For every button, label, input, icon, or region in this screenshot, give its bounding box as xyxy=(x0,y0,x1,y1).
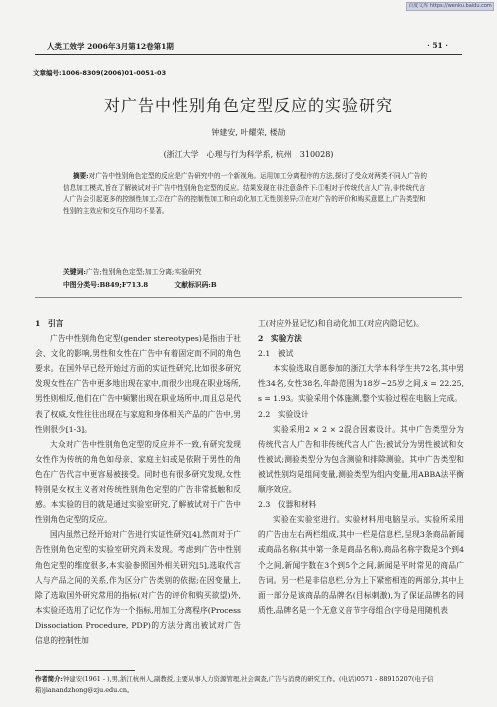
abstract-label: 摘要: xyxy=(73,172,89,180)
paper-title: 对广告中性别角色定型反应的实验研究 xyxy=(103,96,393,115)
watermark-badge: 百度文库 https://wenku.baidu.com xyxy=(406,2,494,11)
section-heading-intro: 1 引言 xyxy=(35,319,64,328)
clc-number: 中图分类号:B849;F713.8 xyxy=(63,281,149,289)
body-column-left xyxy=(35,316,241,648)
intro-paragraph-2: 大众对广告中性别角色定型的反应并不一致,有研究发现女性作为传统的角色如母亲、家庭主妇或是依附于男性的角色在广告代言中更容易被接受。同时也有很多研究发现,女性特别是女权主义者对传统性别角色定型的广告非常抵触和反感。本实验的目的就是通过实验室研究,了解被试对于广告中性别角色定型的反应。 xyxy=(35,439,241,525)
subsection-heading-subjects: 2.1 被试 xyxy=(258,349,294,359)
section-rule xyxy=(35,297,462,298)
section-heading-method: 2 实验方法 xyxy=(258,334,302,344)
article-number: 文章编号:1006-8309(2006)01-0051-03 xyxy=(33,69,167,77)
design-paragraph: 实验采用2 × 2 × 2混合因素设计。其中广告类型分为传统代言人广告和非传统代言人广告;被试分为男性被试和女性被试;测验类型分为包含测验和排除测验。其中广告类型和被试性别均是组间变量,测验类型为组内变量,用ABBA法平衡顺序效应。 xyxy=(258,424,464,495)
footnote-label: 作者简介: xyxy=(35,675,63,683)
keywords-text: 广告;性别角色定型;加工分离;实验研究 xyxy=(85,268,202,276)
subsection-heading-design: 2.2 实验设计 xyxy=(258,409,309,419)
author-footnote xyxy=(35,674,465,695)
keywords xyxy=(63,266,202,276)
running-head xyxy=(47,41,448,52)
body-column-right xyxy=(258,316,464,618)
subsection-heading-apparatus: 2.3 仪器和材料 xyxy=(258,500,317,510)
abstract xyxy=(63,171,429,217)
header-rule xyxy=(35,54,462,55)
apparatus-paragraph: 实验在实验室进行。实验材料用电脑呈示。实验所采用的广告由左右两栏组成,其中一栏是信息栏,呈现3条商品新闻或商品名称(其中第一条是商品名称),商品名称字数是3个到4个之间,新闻字数在3个到5个之间,新闻是平时常见的商品广告词。另一栏是非信息栏,分为上下紧密相连的两部分,其中上面一部分是该商品的品牌名(目标刺激),为了保证品牌名的同质性,品牌名是一个无意义音节字母组合(字母是用随机表 xyxy=(258,515,464,615)
document-code: 文献标识码:B xyxy=(174,281,217,289)
footnote-text: 钟建安(1961 - ),男,浙江杭州人,副教授,主要从事人力资源管理,社会调查,广告与消费的研究工作。(电话)0571 - 88915207(电子信箱)jianandzhong@zju.edu.cn。 xyxy=(35,675,434,694)
subjects-paragraph: 本实验选取自愿参加的浙江大学本科学生共72名,其中男性34名,女性38名,年龄范围为18岁~25岁之间,x̄ = 22.25, s = 1.93。实验采用个体施测,整个实验过程在电脑上完成。 xyxy=(258,364,464,404)
classification xyxy=(63,279,241,289)
footnote-rule xyxy=(35,670,135,671)
abstract-text: 对广告中性别角色定型的反应是广告研究中的一个新视角。运用加工分离程序的方法,探讨了受众对两类不同人广告的信息加工模式,旨在了解被试对于广告中性别角色定型的反应。结果发现在非注意条件下:①相对于传统代言人广告,非传统代言人广告会引起更多的控制性加工;②在广告的控制性加工和自动化加工无性别差异;③在对广告的评价和购买意愿上,广告类型和性别的主效应和交互作用均不显著。 xyxy=(63,172,427,215)
intro-paragraph-1: 广告中性别角色定型(gender stereotypes)是指由于社会、文化的影响,男性和女性在广告中有着固定而不同的角色要求。在国外早已经开始过方面的实证性研究,比如很多研究发现女性在广告中更多地出现在家中,而很少出现在职业场所,男性则相反,他们在广告中频繁出现在职业场所中,而且总是代表了权威,女性往往出现在与家庭和身体相关产品的广告中,男性则很少[1-3]。 xyxy=(35,334,241,434)
affiliation: (浙江大学 心理与行为科学系, 杭州 310028) xyxy=(163,150,334,159)
journal-info: 人类工效学 2006年3月第12卷第1期 xyxy=(47,42,174,51)
intro-paragraph-3: 国内虽然已经开始对广告进行实证性研究[4],然而对于广告性别角色定型的实验室研究尚未发现。考虑到广告中性别角色定型的维度很多,本实验参照国外相关研究[5],选取代言人与产品之间的关系,作为区分广告类别的依据;在因变量上,除了选取国外研究常用的指标(对广告的评价和购买欲望)外,本实验还选用了记忆作为一个指标,用加工分离程序(Process Dissociation Procedure, PDP)的方法分离出被试对广告信息的控制性加 xyxy=(35,530,241,645)
keywords-label: 关键词: xyxy=(63,268,86,276)
intro-paragraph-continued: 工(对应外显记忆)和自动化加工(对应内隐记忆)。 xyxy=(258,319,424,328)
page-number: · 51 · xyxy=(427,41,448,50)
authors: 钟建安, 叶耀荣, 楼劼 xyxy=(211,128,286,137)
